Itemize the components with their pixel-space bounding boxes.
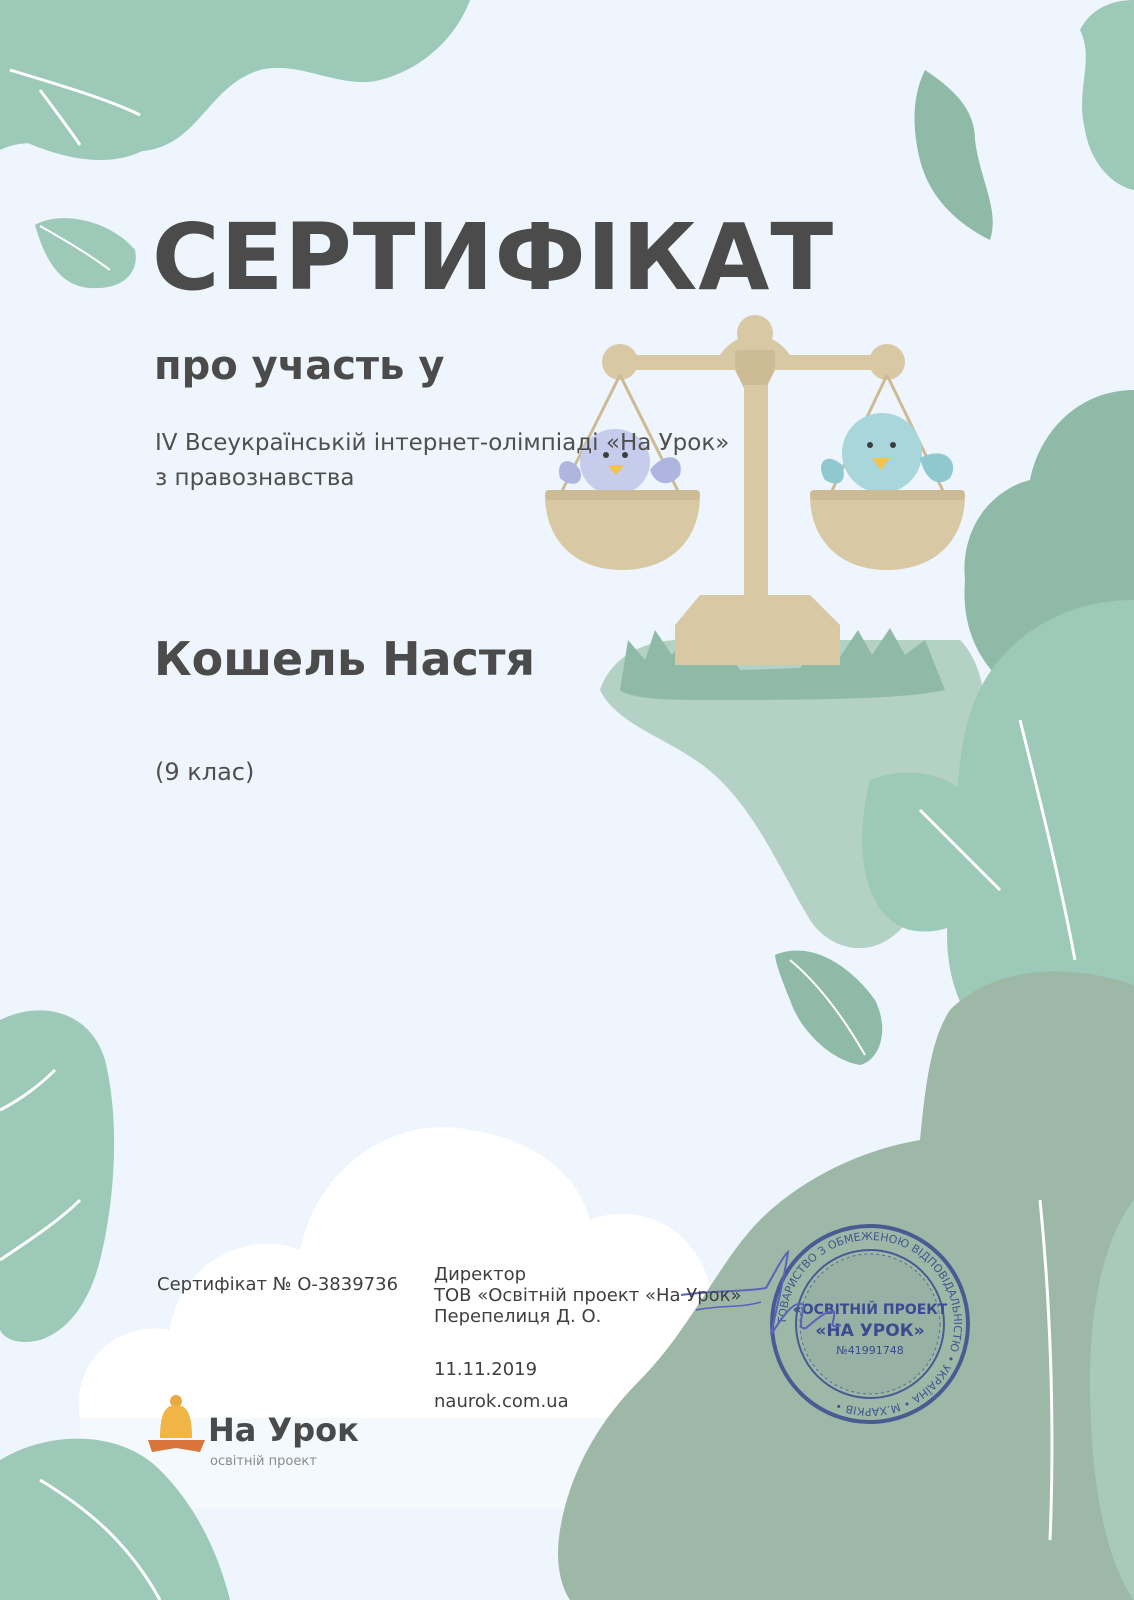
leaf-right-upper bbox=[915, 70, 993, 240]
recipient-grade: (9 клас) bbox=[155, 758, 255, 786]
event-line-1: IV Всеукраїнській інтернет-олімпіаді «На Урок» bbox=[155, 430, 730, 456]
stamp-code: №41991748 bbox=[836, 1344, 904, 1357]
signatory-block bbox=[434, 1264, 742, 1328]
certificate-number: Сертифікат № О-3839736 bbox=[157, 1274, 399, 1295]
leaf-bottom-left bbox=[0, 1010, 114, 1342]
recipient-name: Кошель Настя bbox=[154, 632, 536, 686]
logo-tagline: освітній проект bbox=[210, 1454, 317, 1469]
stamp-center-line-1: «ОСВІТНІЙ ПРОЕКТ bbox=[792, 1302, 948, 1318]
leaf-small-right bbox=[775, 951, 882, 1065]
certificate-title: СЕРТИФІКАТ bbox=[152, 204, 835, 311]
event-line-2: з правознавства bbox=[155, 464, 355, 491]
signatory-name: Перепелиця Д. О. bbox=[434, 1306, 602, 1328]
logo-name: На Урок bbox=[208, 1411, 359, 1449]
bird-right bbox=[821, 413, 953, 493]
certificate-subtitle: про участь у bbox=[154, 343, 445, 389]
signatory-role: Директор bbox=[434, 1264, 527, 1285]
website-link[interactable]: naurok.com.ua bbox=[434, 1391, 569, 1412]
signatory-organization: ТОВ «Освітній проект «На Урок» bbox=[434, 1285, 742, 1307]
issue-date: 11.11.2019 bbox=[434, 1359, 538, 1380]
leaf-top-right bbox=[1080, 0, 1134, 190]
stamp-ring-text: ТОВАРИСТВО З ОБМЕЖЕНОЮ ВІДПОВІДАЛЬНІСТЮ • УКРАЇНА • М.ХАРКІВ • bbox=[775, 1229, 965, 1419]
stamp-center-line-2: «НА УРОК» bbox=[815, 1321, 925, 1341]
event-description bbox=[155, 426, 729, 495]
